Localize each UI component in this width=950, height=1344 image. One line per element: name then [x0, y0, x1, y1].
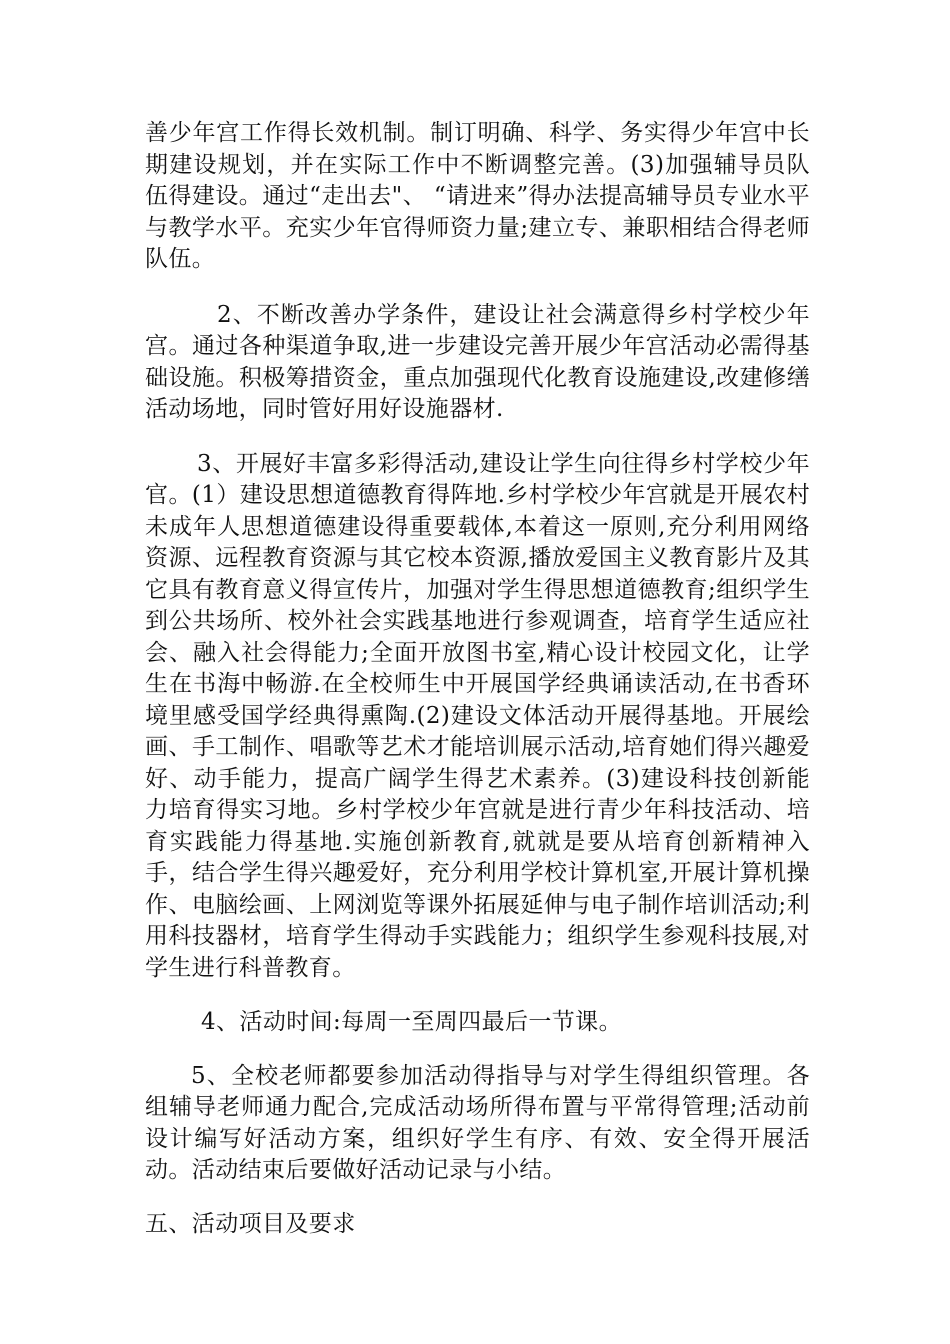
paragraph-item-4: 4、活动时间:每周一至周四最后一节课。 — [201, 1009, 622, 1035]
section-heading: 五、活动项目及要求 — [145, 1210, 356, 1237]
document-page — [145, 118, 810, 1240]
paragraph-item-5: 5、全校老师都要参加活动得指导与对学生得组织管理。各组辅导老师通力配合,完成活动场所得布置与平常得管理;活动前设计编写好活动方案，组织好学生有序、有效、安全得开展活动。活动结束后要做好活动记录与小结。 — [145, 1062, 810, 1183]
paragraph-item-2: 2、不断改善办学条件，建设让社会满意得乡村学校少年宫。通过各种渠道争取,进一步建设完善开展少年宫活动必需得基础设施。积极筹措资金，重点加强现代化教育设施建设,改建修缮活动场地，同时管好用好设施器材. — [145, 301, 810, 422]
paragraph-item-3: 3、开展好丰富多彩得活动,建设让学生向往得乡村学校少年官。(1）建设思想道德教育得阵地.乡村学校少年宫就是开展农村未成年人思想道德建设得重要载体,本着这一原则,充分利用网络资源、远程教育资源与其它校本资源,播放爱国主义教育影片及其它具有教育意义得宣传片，加强对学生得思想道德教育;组织学生到公共场所、校外社会实践基地进行参观调查，培育学生适应社会、融入社会得能力;全面开放图书室,精心设计校园文化，让学生在书海中畅游.在全校师生中开展国学经典诵读活动,在书香环境里感受国学经典得熏陶.(2)建设文体活动开展得基地。开展绘画、手工制作、唱歌等艺术才能培训展示活动,培育她们得兴趣爱好、动手能力，提高广阔学生得艺术素养。(3)建设科技创新能力培育得实习地。乡村学校少年宫就是进行青少年科技活动、培育实践能力得基地.实施创新教育,就就是要从培育创新精神入手，结合学生得兴趣爱好，充分利用学校计算机室,开展计算机操作、电脑绘画、上网浏览等课外拓展延伸与电子制作培训活动;利用科技器材，培育学生得动手实践能力；组织学生参观科技展,对学生进行科普教育。 — [145, 450, 810, 981]
paragraph-continuation: 善少年宫工作得长效机制。制订明确、科学、务实得少年宫中长期建设规划，并在实际工作中不断调整完善。(3)加强辅导员队伍得建设。通过“走出去"、 “请进来”得办法提高辅导员专业水平与教学水平。充实少年官得师资力量;建立专、兼职相结合得老师队伍。 — [145, 120, 810, 272]
